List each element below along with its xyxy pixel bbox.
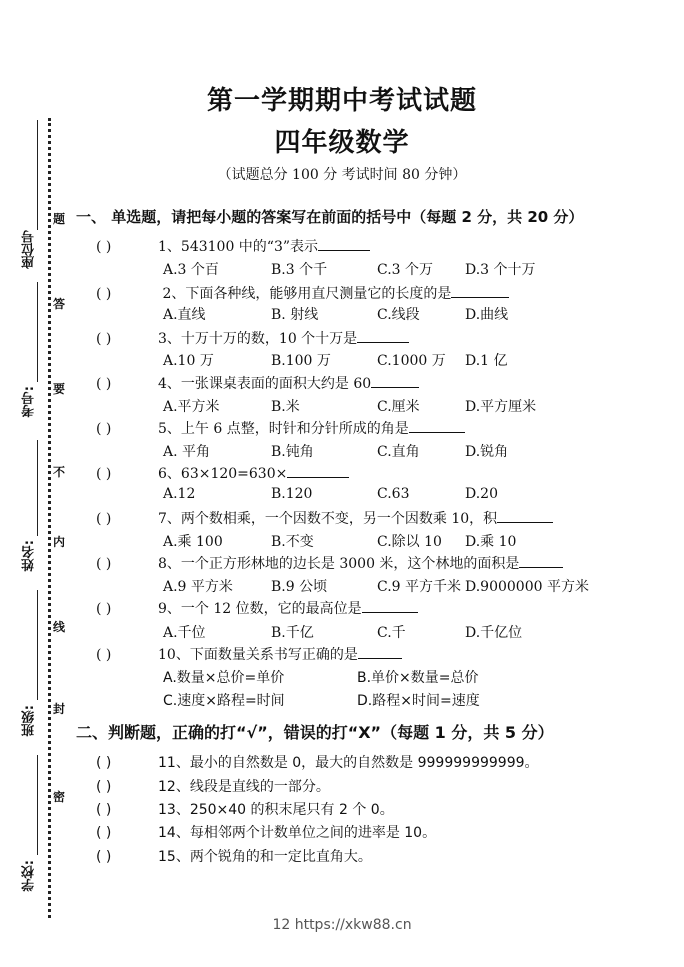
- seal-char: 题: [52, 212, 65, 226]
- margin-field-exam-no: 考号:: [22, 386, 37, 418]
- margin-line-school: [37, 755, 38, 855]
- answer-blank[interactable]: [519, 553, 563, 568]
- option-d: D.曲线: [465, 307, 509, 323]
- option-c: C.直角: [377, 444, 420, 460]
- option-a: A.10 万: [163, 353, 214, 369]
- answer-paren[interactable]: ( ): [96, 376, 112, 392]
- question-text: 7、两个数相乘，一个因数不变，另一个因数乘 10，积: [158, 511, 498, 527]
- option-b: B.钝角: [271, 444, 314, 460]
- option-d: D.平方厘米: [465, 399, 537, 415]
- option-a: A.千位: [163, 625, 206, 641]
- option-b: B.9 公顷: [271, 579, 328, 595]
- question-text: 13、250×40 的积末尾只有 2 个 0。: [158, 802, 394, 818]
- section2-heading: 二、判断题，正确的打“√”，错误的打“X”（每题 1 分，共 5 分）: [76, 723, 554, 742]
- question-2: [96, 283, 509, 303]
- section1-heading: 一、 单选题，请把每小题的答案写在前面的括号中（每题 2 分，共 20 分）: [76, 208, 584, 226]
- question-1: [96, 236, 370, 256]
- answer-blank[interactable]: [409, 418, 465, 433]
- question-text: 2、下面各种线，能够用直尺测量它的长度的是: [158, 286, 452, 302]
- question-text: 9、一个 12 位数，它的最高位是: [158, 601, 362, 617]
- answer-paren[interactable]: ( ): [96, 825, 112, 841]
- judgement-question-14: [96, 822, 436, 842]
- seal-char: 密: [52, 790, 65, 804]
- question-9: [96, 598, 418, 618]
- answer-paren[interactable]: ( ): [96, 286, 112, 302]
- question-text: 14、每相邻两个计数单位之间的进率是 10。: [158, 825, 437, 841]
- option-c: C.厘米: [377, 399, 420, 415]
- option-d: D.乘 10: [465, 534, 517, 550]
- option-c: C.速度×路程=时间: [163, 693, 285, 709]
- question-text: 12、线段是直线的一部分。: [158, 779, 330, 795]
- option-b: B.不变: [271, 534, 314, 550]
- option-a: A.9 平方米: [163, 579, 233, 595]
- option-a: A.3 个百: [163, 262, 219, 278]
- option-c: C.线段: [377, 307, 420, 323]
- judgement-question-12: [96, 776, 330, 796]
- option-b: B.单价×数量=总价: [357, 670, 479, 686]
- option-c: C.1000 万: [377, 353, 446, 369]
- margin-field-name: 姓名:: [22, 540, 37, 572]
- option-a: A.平方米: [163, 399, 220, 415]
- option-a: A. 平角: [163, 444, 211, 460]
- answer-paren[interactable]: ( ): [96, 331, 112, 347]
- seal-char: 封: [52, 702, 65, 716]
- answer-blank[interactable]: [318, 236, 370, 251]
- question-3: [96, 328, 409, 348]
- question-6: [96, 463, 349, 483]
- seal-char: 要: [52, 382, 65, 396]
- answer-paren[interactable]: ( ): [96, 779, 112, 795]
- answer-blank[interactable]: [357, 328, 409, 343]
- question-7: [96, 508, 553, 528]
- answer-blank[interactable]: [371, 373, 419, 388]
- judgement-question-15: [96, 846, 372, 866]
- option-b: B. 射线: [271, 307, 319, 323]
- answer-blank[interactable]: [362, 598, 418, 613]
- margin-line-name: [37, 440, 38, 536]
- option-b: B.米: [271, 399, 300, 415]
- question-text: 3、十万十万的数，10 个十万是: [158, 331, 358, 347]
- question-text: 1、543100 中的“3”表示: [158, 239, 319, 255]
- binding-dotted-line: [48, 118, 51, 918]
- option-d: D.1 亿: [465, 353, 508, 369]
- answer-paren[interactable]: ( ): [96, 511, 112, 527]
- answer-paren[interactable]: ( ): [96, 849, 112, 865]
- answer-paren[interactable]: ( ): [96, 421, 112, 437]
- question-text: 4、一张课桌表面的面积大约是 60: [158, 376, 372, 392]
- option-b: B.3 个千: [271, 262, 328, 278]
- seal-char: 不: [52, 465, 65, 479]
- question-text: 6、63×120=630×: [158, 466, 288, 482]
- seal-char: 答: [52, 297, 65, 311]
- option-c: C.9 平方千米: [377, 579, 462, 595]
- answer-blank[interactable]: [451, 283, 509, 298]
- margin-field-seat: 座位号: [22, 230, 37, 269]
- option-b: B.千亿: [271, 625, 314, 641]
- question-text: 10、下面数量关系书写正确的是: [158, 647, 358, 663]
- margin-field-school: 学校:: [22, 860, 37, 892]
- answer-blank[interactable]: [287, 463, 349, 478]
- judgement-question-11: [96, 752, 539, 772]
- answer-paren[interactable]: ( ): [96, 755, 112, 771]
- question-5: [96, 418, 465, 438]
- page-footer: 12 https://xkw88.cn: [272, 917, 412, 933]
- question-10: [96, 644, 402, 664]
- answer-blank[interactable]: [497, 508, 553, 523]
- option-c: C.千: [377, 625, 406, 641]
- question-text: 15、两个锐角的和一定比直角大。: [158, 849, 372, 865]
- option-a: A.数量×总价=单价: [163, 670, 285, 686]
- option-c: C.63: [377, 486, 410, 502]
- answer-paren[interactable]: ( ): [96, 601, 112, 617]
- question-text: 8、一个正方形林地的边长是 3000 米，这个林地的面积是: [158, 556, 520, 572]
- answer-paren[interactable]: ( ): [96, 466, 112, 482]
- page-subtitle: 四年级数学: [274, 128, 410, 158]
- answer-paren[interactable]: ( ): [96, 647, 112, 663]
- question-text: 11、最小的自然数是 0，最大的自然数是 999999999999。: [158, 755, 539, 771]
- judgement-question-13: [96, 799, 394, 819]
- answer-paren[interactable]: ( ): [96, 239, 112, 255]
- margin-line-exam-no: [37, 282, 38, 382]
- option-c: C.除以 10: [377, 534, 442, 550]
- question-text: 5、上午 6 点整，时针和分针所成的角是: [158, 421, 409, 437]
- option-c: C.3 个万: [377, 262, 434, 278]
- option-b: B.100 万: [271, 353, 331, 369]
- question-8: [96, 553, 563, 573]
- option-a: A.乘 100: [163, 534, 223, 550]
- margin-field-class: 班级:: [22, 705, 37, 737]
- option-d: D.千亿位: [465, 625, 523, 641]
- question-4: [96, 373, 419, 393]
- page-title: 第一学期期中考试试题: [206, 86, 477, 116]
- option-d: D.20: [465, 486, 498, 502]
- seal-char: 内: [52, 535, 65, 549]
- option-a: A.直线: [163, 307, 206, 323]
- exam-info: （试题总分 100 分 考试时间 80 分钟）: [217, 167, 467, 183]
- margin-line-class: [37, 590, 38, 700]
- answer-paren[interactable]: ( ): [96, 556, 112, 572]
- option-b: B.120: [271, 486, 313, 502]
- answer-paren[interactable]: ( ): [96, 802, 112, 818]
- option-a: A.12: [163, 486, 196, 502]
- option-d: D.9000000 平方米: [465, 579, 589, 595]
- option-d: D.3 个十万: [465, 262, 536, 278]
- option-d: D.锐角: [465, 444, 509, 460]
- answer-blank[interactable]: [358, 644, 402, 659]
- seal-char: 线: [52, 620, 65, 634]
- option-d: D.路程×时间=速度: [357, 693, 480, 709]
